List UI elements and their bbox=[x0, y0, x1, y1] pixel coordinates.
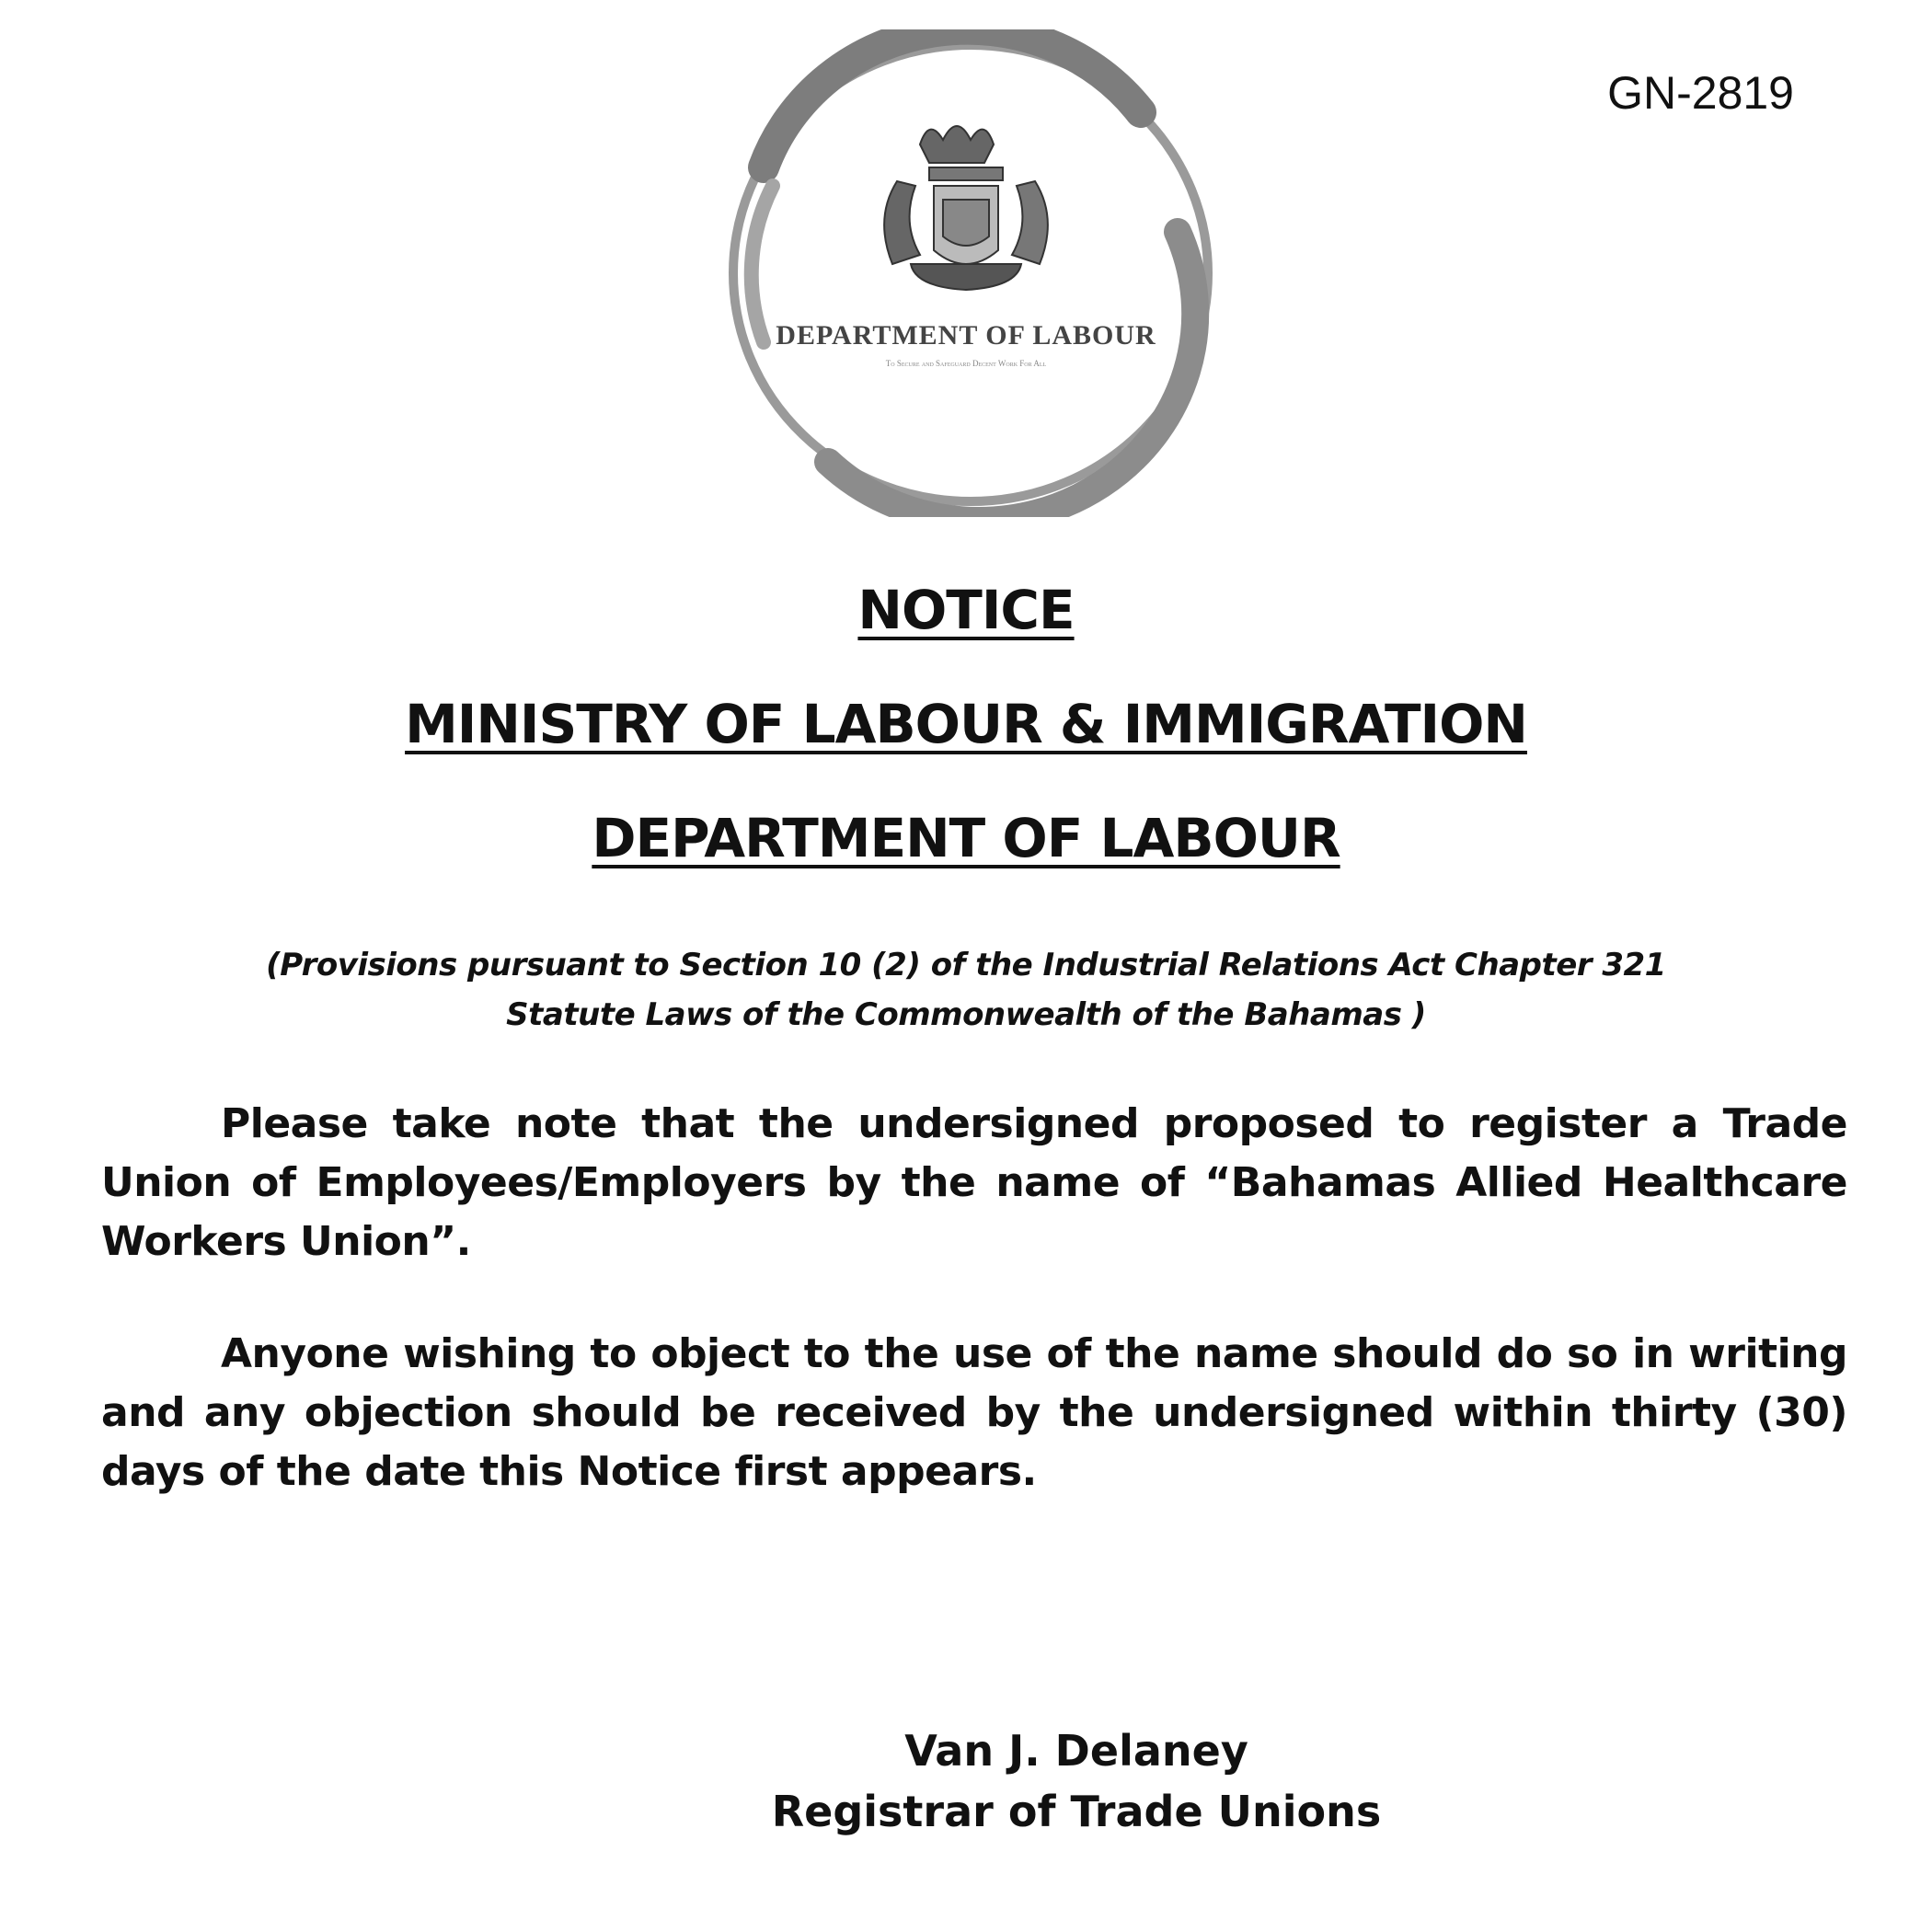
notice-title-text: NOTICE bbox=[857, 579, 1075, 641]
ministry-heading-text: MINISTRY OF LABOUR & IMMIGRATION bbox=[405, 693, 1527, 755]
logo-swoosh-left bbox=[752, 186, 773, 342]
body-paragraph-registration: Please take note that the undersigned proposed to register a Trade Union of Employees/Employers by the name of “Bahamas Allied Healthcare Workers Union”. bbox=[101, 1100, 1847, 1265]
coat-of-arms-icon bbox=[884, 126, 1048, 290]
signature-block bbox=[110, 1720, 1932, 1842]
department-of-labour-logo bbox=[708, 29, 1224, 517]
department-heading bbox=[0, 806, 1932, 870]
body-paragraph-objection: Anyone wishing to object to the use of the name should do so in writing and any objection should be received by the undersigned within thirty (30) days of the date this Notice first appears. bbox=[101, 1330, 1847, 1495]
provisions-line-1: (Provisions pursuant to Section 10 (2) of the Industrial Relations Act Chapter 321 bbox=[266, 947, 1666, 983]
logo-department-name: DEPARTMENT OF LABOUR bbox=[776, 320, 1156, 351]
logo-emblem bbox=[708, 29, 1224, 517]
department-heading-text: DEPARTMENT OF LABOUR bbox=[592, 807, 1340, 869]
ministry-heading bbox=[0, 692, 1932, 756]
provisions-statement bbox=[0, 940, 1932, 1040]
logo-tagline: To Secure and Safeguard Decent Work For All bbox=[885, 359, 1047, 368]
notice-title bbox=[0, 578, 1932, 642]
registrar-name: Van J. Delaney bbox=[904, 1726, 1248, 1776]
registrar-title: Registrar of Trade Unions bbox=[771, 1787, 1382, 1836]
notice-reference-number: GN-2819 bbox=[1607, 67, 1794, 119]
provisions-line-2: Statute Laws of the Commonwealth of the Bahamas ) bbox=[506, 996, 1426, 1033]
notice-headings bbox=[0, 578, 1932, 920]
